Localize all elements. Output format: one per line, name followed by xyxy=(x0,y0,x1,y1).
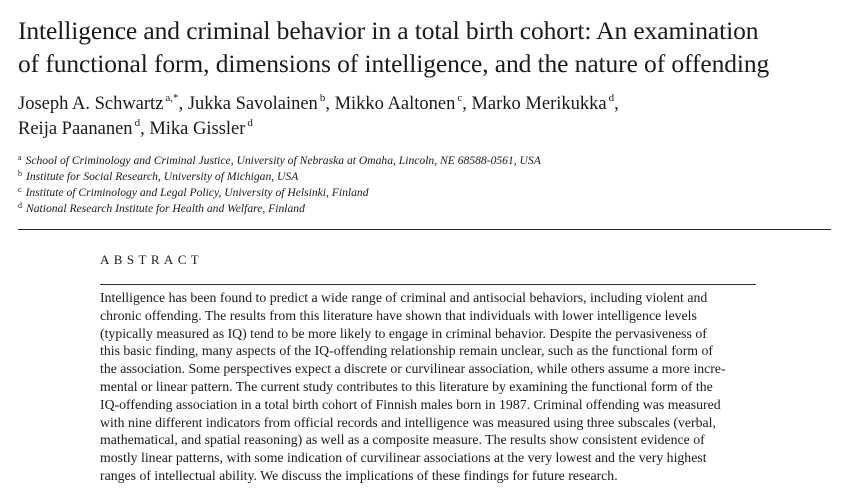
affiliation-list xyxy=(18,153,818,217)
author-separator: , xyxy=(614,94,619,114)
affiliation-item xyxy=(18,201,818,217)
author-affiliation-marker[interactable]: d xyxy=(247,117,253,129)
affiliation-item xyxy=(18,169,818,185)
author-separator: , xyxy=(462,94,472,114)
abstract-text xyxy=(100,289,760,485)
title-line: of functional form, dimensions of intelligence, and the nature of offending xyxy=(18,49,770,78)
abstract-line: ranges of intellectual ability. We discuss the implications of these findings for future research. xyxy=(100,467,618,483)
abstract-line: IQ-offending association in a total birth cohort of Finnish males born in 1987. Criminal offending was measured xyxy=(100,396,721,412)
affiliation-key: a xyxy=(18,153,22,162)
affiliation-key: c xyxy=(18,185,22,194)
author-name[interactable]: Mikko Aaltonen xyxy=(334,94,456,114)
affiliation-text: Institute of Criminology and Legal Policy, University of Helsinki, Finland xyxy=(25,186,369,199)
author-separator: , xyxy=(325,94,335,114)
abstract-line: (typically measured as IQ) tend to be more likely to engage in criminal behavior. Despite the pervasiveness of xyxy=(100,325,707,341)
author-list xyxy=(18,92,838,142)
affiliation-key: d xyxy=(18,201,22,210)
author-line xyxy=(18,92,838,117)
author-separator: , xyxy=(140,119,150,139)
author-affiliation-marker[interactable]: d xyxy=(134,117,141,129)
abstract-line: mental or linear pattern. The current study contributes to this literature by examining the functional form of the xyxy=(100,378,713,394)
article-title xyxy=(18,14,838,80)
abstract-line: mathematical, and spatial reasoning) as well as a composite measure. The results show consistent evidence of xyxy=(100,432,705,448)
abstract-heading: ABSTRACT xyxy=(100,252,204,267)
abstract-line: the association. Some perspectives expect a discrete or curvilinear association, while others assume a more incre- xyxy=(100,361,726,377)
author-line xyxy=(18,117,838,142)
title-line: Intelligence and criminal behavior in a total birth cohort: An examination xyxy=(18,16,759,45)
affiliation-item xyxy=(18,185,818,201)
affiliation-text: School of Criminology and Criminal Justice, University of Nebraska at Omaha, Lincoln, NE 68588-0561, USA xyxy=(25,154,541,167)
author-name[interactable]: Marko Merikukka xyxy=(471,94,607,114)
author-affiliation-marker[interactable]: c xyxy=(457,92,463,104)
abstract-divider xyxy=(100,284,756,285)
abstract-line: chronic offending. The results from this literature have shown that individuals with lower intelligence levels xyxy=(100,307,697,323)
affiliation-item xyxy=(18,153,818,169)
author-affiliation-marker[interactable]: d xyxy=(608,92,615,104)
affiliation-text: National Research Institute for Health and Welfare, Finland xyxy=(26,202,305,215)
author-separator: , xyxy=(178,94,188,114)
author-affiliation-marker[interactable]: b xyxy=(319,92,326,104)
affiliation-key: b xyxy=(18,169,22,178)
abstract-line: Intelligence has been found to predict a wide range of criminal and antisocial behaviors, including violent and xyxy=(100,290,708,305)
affiliation-text: Institute for Social Research, University of Michigan, USA xyxy=(26,170,299,183)
author-name[interactable]: Jukka Savolainen xyxy=(187,94,318,114)
author-name[interactable]: Joseph A. Schwartz xyxy=(18,94,164,114)
author-affiliation-marker[interactable]: a,* xyxy=(165,92,179,104)
author-name[interactable]: Reija Paananen xyxy=(18,119,133,139)
abstract-line: mostly linear patterns, with some indication of curvilinear associations at the very lowest and the very highest xyxy=(100,450,707,466)
author-name[interactable]: Mika Gissler xyxy=(149,119,246,139)
header-divider xyxy=(18,229,831,230)
abstract-line: with nine different indicators from official records and intelligence was measured using three subscales (verbal, xyxy=(100,414,716,430)
abstract-line: this basic finding, many aspects of the IQ-offending relationship remain unclear, such as the functional form of xyxy=(100,343,713,359)
